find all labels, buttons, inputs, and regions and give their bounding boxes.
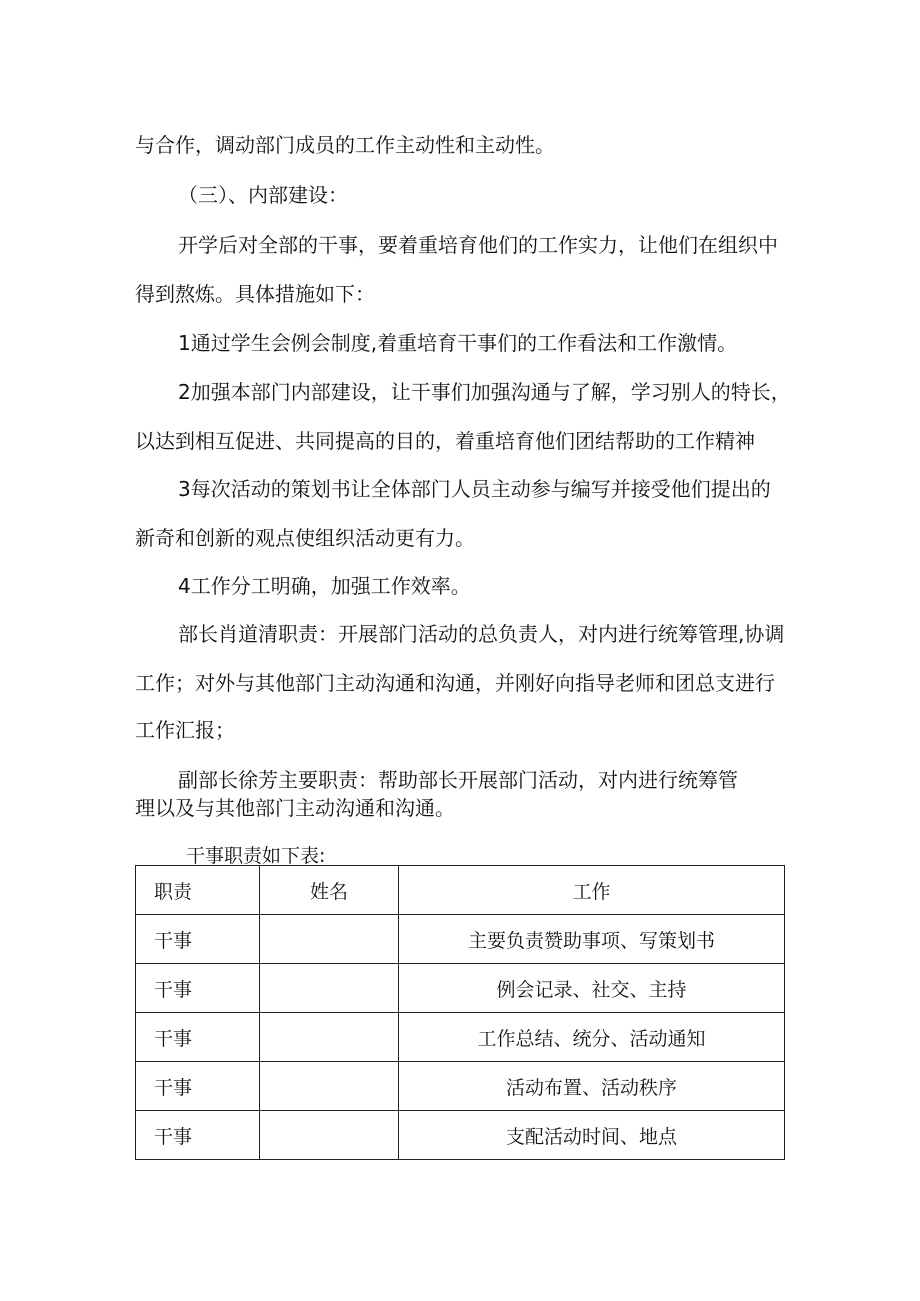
cell-name bbox=[260, 915, 399, 964]
paragraph-line: 副部长徐芳主要职责：帮助部长开展部门活动，对内进行统筹管 bbox=[178, 768, 738, 792]
list-item: 2加强本部门内部建设，让干事们加强沟通与了解，学习别人的特长， bbox=[178, 380, 791, 404]
paragraph-line: 理以及与其他部门主动沟通和沟通。 bbox=[135, 796, 455, 820]
cell-name bbox=[260, 964, 399, 1013]
section-heading: （三）、内部建设： bbox=[178, 183, 348, 207]
cell-work: 例会记录、社交、主持 bbox=[399, 964, 785, 1013]
table-row bbox=[136, 1062, 785, 1111]
paragraph-line: 与合作，调动部门成员的工作主动性和主动性。 bbox=[135, 133, 555, 157]
cell-role: 干事 bbox=[136, 1062, 260, 1111]
cell-work: 工作总结、统分、活动通知 bbox=[399, 1013, 785, 1062]
cell-role: 干事 bbox=[136, 1013, 260, 1062]
paragraph-line: 以达到相互促进、共同提高的目的，着重培育他们团结帮助的工作精神 bbox=[135, 429, 755, 453]
table-row bbox=[136, 915, 785, 964]
header-work: 工作 bbox=[399, 866, 785, 915]
paragraph-line: 工作汇报； bbox=[135, 718, 235, 742]
cell-role: 干事 bbox=[136, 964, 260, 1013]
table-caption: 干事职责如下表: bbox=[186, 845, 326, 867]
duties-table bbox=[135, 865, 785, 1160]
paragraph-line: 得到熬炼。具体措施如下： bbox=[135, 282, 375, 306]
list-item: 3每次活动的策划书让全体部门人员主动参与编写并接受他们提出的 bbox=[178, 477, 771, 501]
list-item: 4工作分工明确，加强工作效率。 bbox=[178, 574, 471, 598]
header-name: 姓名 bbox=[260, 866, 399, 915]
table-row bbox=[136, 1111, 785, 1160]
cell-name bbox=[260, 1111, 399, 1160]
cell-work: 活动布置、活动秩序 bbox=[399, 1062, 785, 1111]
cell-work: 支配活动时间、地点 bbox=[399, 1111, 785, 1160]
table-row bbox=[136, 1013, 785, 1062]
list-item: 1通过学生会例会制度,着重培育干事们的工作看法和工作激情。 bbox=[178, 331, 738, 355]
cell-role: 干事 bbox=[136, 915, 260, 964]
cell-work: 主要负责赞助事项、写策划书 bbox=[399, 915, 785, 964]
cell-role: 干事 bbox=[136, 1111, 260, 1160]
header-role: 职责 bbox=[136, 866, 260, 915]
cell-name bbox=[260, 1013, 399, 1062]
table-header-row bbox=[136, 866, 785, 915]
paragraph-line: 新奇和创新的观点使组织活动更有力。 bbox=[135, 526, 475, 550]
paragraph-line: 工作；对外与其他部门主动沟通和沟通，并刚好向指导老师和团总支进行 bbox=[135, 671, 775, 695]
paragraph-line: 开学后对全部的干事，要着重培育他们的工作实力，让他们在组织中 bbox=[178, 233, 778, 257]
cell-name bbox=[260, 1062, 399, 1111]
paragraph-line: 部长肖道清职责：开展部门活动的总负责人，对内进行统筹管理,协调 bbox=[178, 622, 785, 646]
table-row bbox=[136, 964, 785, 1013]
